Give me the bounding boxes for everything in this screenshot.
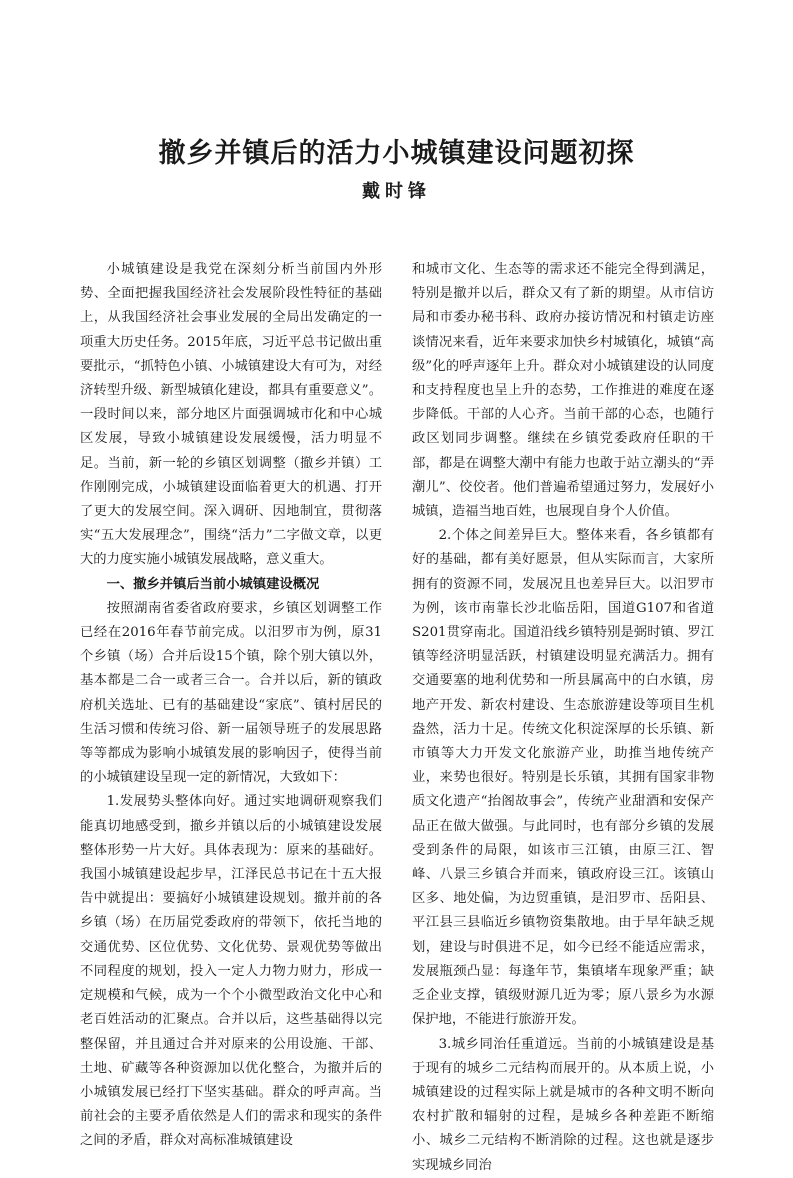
paragraph: 按照湖南省委省政府要求，乡镇区划调整工作已经在2016年春节前完成。以汨罗市为例，原31个乡镇（场）合并后设15个镇，除个别大镇以外，基本都是二合一或者三合一。合并以后，新的镇政府机关选址、已有的基础建设“家底”、镇村居民的生活习惯和传统习俗、新一届领导班子的发展思路等等都成为影响小城镇发展的影响因子，使得当前的小城镇建设呈现一定的新情况，大致如下： [80, 600, 382, 786]
paragraph: 1.发展势头整体向好。通过实地调研观察我们能真切地感受到，撤乡并镇以后的小城镇建设发展整体形势一片大好。具体表现为：原来的基础好。我国小城镇建设起步早，江泽民总书记在十五大报告中就提出：要搞好小城镇建设规划。撤并前的各乡镇（场）在历届党委政府的带领下，依托当地的交通优势、区位优势、文化优势、景观优势等做出不同程度的规划，投入一定人力物力财力，形成一定规模和气候，成为一个个小微型政治文化中心和老百姓活动的汇聚点。合并以后，这些基础得以完整保留，并且通过合并对原来的公用设施、干部、土地、矿藏等各种资源加以优化整合，为撤并后的小城镇发展已经打下坚实基础。群众的呼声高。当前社会的主要矛盾依然是人们的需求和现实的条件之间的矛盾，群众对高标准城镇建设 [80, 794, 382, 1149]
article-title: 撤乡并镇后的活力小城镇建设问题初探 [158, 138, 635, 169]
paragraph-continued: 和城市文化、生态等的需求还不能完全得到满足，特别是撤并以后，群众又有了新的期望。从市信访局和市委办秘书科、政府办接访情况和村镇走访座谈情况来看，近年来要求加快乡村城镇化，城镇“高级”化的呼声逐年上升。群众对小城镇建设的认同度和支持程度也呈上升的态势，工作推进的难度在逐步降低。干部的人心齐。当前干部的心态，也随行政区划同步调整。继续在乡镇党委政府任职的干部，都是在调整大潮中有能力也敢于站立潮头的“弄潮儿”、佼佼者。他们普遍希望通过努力，发展好小城镇，造福当地百姓，也展现自身个人价值。 [412, 262, 714, 520]
right-column [412, 258, 714, 1173]
paragraph: 小城镇建设是我党在深刻分析当前国内外形势、全面把握我国经济社会发展阶段性特征的基础上，从我国经济社会事业发展的全局出发确定的一项重大历史任务。2015年底，习近平总书记做出重要批示，“抓特色小镇、小城镇建设大有可为，对经济转型升级、新型城镇化建设，都具有重要意义”。一段时间以来，部分地区片面强调城市化和中心城区发展，导致小城镇建设发展缓慢，活力明显不足。当前，新一轮的乡镇区划调整（撤乡并镇）工作刚刚完成，小城镇建设面临着更大的机遇、打开了更大的发展空间。深入调研、因地制宜，贯彻落实“五大发展理念”，围绕“活力”二字做文章，以更大的力度实施小城镇发展战略，意义重大。 [80, 262, 382, 568]
paragraph: 3.城乡同治任重道远。当前的小城镇建设是基于现有的城乡二元结构而展开的。从本质上说，小城镇建设的过程实际上就是城市的各种文明不断向农村扩散和辐射的过程，是城乡各种差距不断缩小、城乡二元结构不断消除的过程。这也就是逐步实现城乡同治 [412, 1036, 714, 1173]
section-heading: 一、撤乡并镇后当前小城镇建设概况 [106, 576, 320, 592]
paragraph: 2.个体之间差异巨大。整体来看，各乡镇都有好的基础，都有美好愿景，但从实际而言，大家所拥有的资源不同，发展况且也差异巨大。以汨罗市为例，该市南靠长沙北临岳阳，国道G107和省道S201贯穿南北。国道沿线乡镇特别是弼时镇、罗江镇等经济明显活跃，村镇建设明显充满活力。拥有交通要塞的地利优势和一所县属高中的白水镇，房地产开发、新农村建设、生态旅游建设等项目生机盎然，活力十足。传统文化积淀深厚的长乐镇、新市镇等大力开发文化旅游产业，助推当地传统产业，来势也很好。特别是长乐镇，其拥有国家非物质文化遗产“抬阁故事会”，传统产业甜酒和安保产品正在做大做强。与此同时，也有部分乡镇的发展受到条件的局限，如该市三江镇，由原三江、智峰、八景三乡镇合并而来，镇政府设三江。该镇山区多、地处偏，为边贸重镇，是汨罗市、岳阳县、平江县三县临近乡镇物资集散地。由于早年缺乏规划，建设与时俱进不足，如今已经不能适应需求，发展瓶颈凸显：每逢年节，集镇堵车现象严重；缺乏企业支撑，镇级财源几近为零；原八景乡为水源保护地，不能进行旅游开发。 [412, 528, 714, 1028]
left-column [80, 258, 382, 1149]
article-author: 戴时锋 [362, 181, 431, 202]
